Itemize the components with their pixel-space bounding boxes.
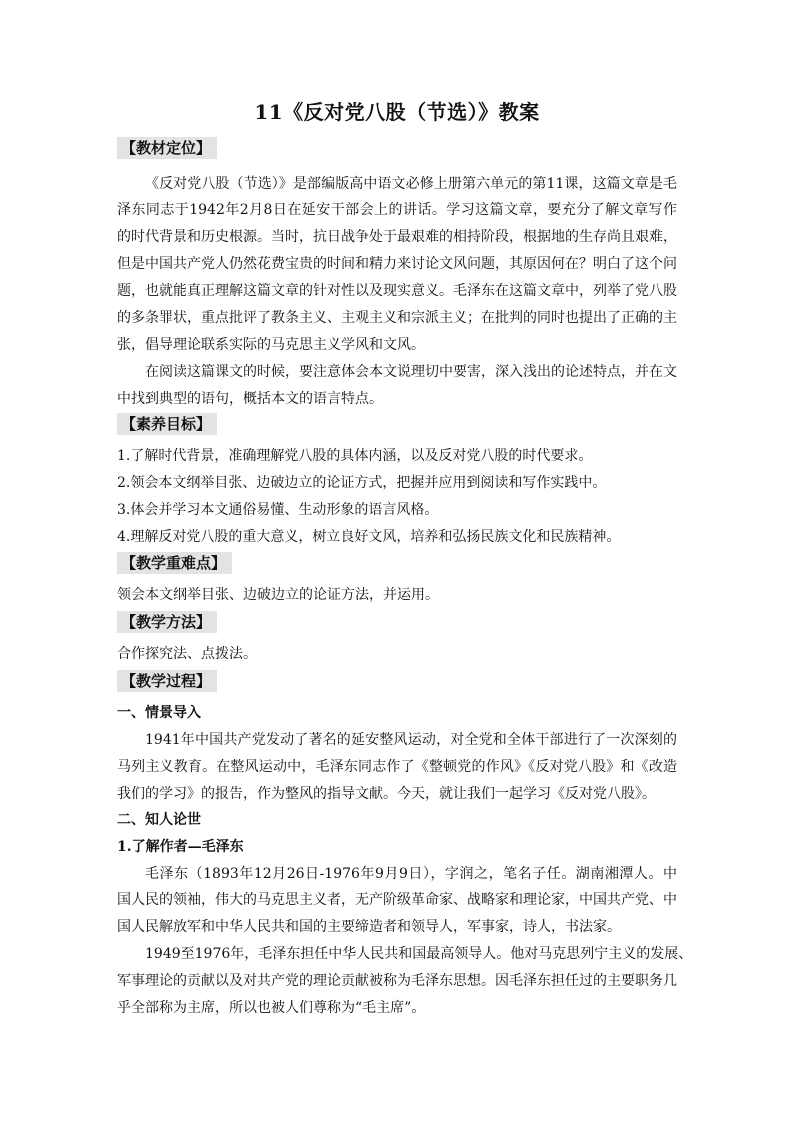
paragraph-line: 1941年中国共产党发动了著名的延安整风运动，对全党和全体干部进行了一次深刻的	[145, 732, 677, 748]
paragraph-line: 我们的学习》的报告，作为整风的指导文献。今天，就让我们一起学习《反对党八股》。	[117, 786, 656, 802]
paragraph-line: 1949至1976年，毛泽东担任中华人民共和国最高领导人。他对马克思列宁主义的发展、	[145, 946, 693, 962]
paragraph-line: 马列主义教育。在整风运动中，毛泽东同志作了《整顿党的作风》《反对党八股》和《改造	[117, 759, 677, 775]
section-heading-positioning: 【教材定位】	[117, 137, 217, 159]
page-title: 11《反对党八股（节选）》教案	[254, 100, 540, 124]
goal-item: 3.体会并学习本文通俗易懂、生动形象的语言风格。	[117, 502, 439, 518]
goal-item: 4.理解反对党八股的重大意义，树立良好文风，培养和弘扬民族文化和民族精神。	[117, 529, 621, 545]
goal-item: 1.了解时代背景，准确理解党八股的具体内涵，以及反对党八股的时代要求。	[117, 448, 593, 464]
subheading-background: 二、知人论世	[117, 812, 201, 828]
paragraph-line: 张，倡导理论联系实际的马克思主义学风和文风。	[117, 337, 425, 353]
paragraph-line: 毛泽东（1893年12月26日-1976年9月9日），字润之，笔名子任。湖南湘潭人。中	[145, 866, 677, 882]
section-heading-goals: 【素养目标】	[117, 413, 217, 435]
paragraph-line: 中找到典型的语句，概括本文的语言特点。	[117, 391, 383, 407]
subheading-intro: 一、情景导入	[117, 705, 201, 721]
paragraph-line: 题，也就能真正理解这篇文章的针对性以及现实意义。毛泽东在这篇文章中，列举了党八股	[117, 283, 677, 299]
paragraph-line: 泽东同志于1942年2月8日在延安干部会上的讲话。学习这篇文章，要充分了解文章写作	[117, 202, 677, 218]
section-heading-methods: 【教学方法】	[117, 611, 217, 633]
subheading-author: 1.了解作者—毛泽东	[117, 839, 244, 855]
section-heading-process: 【教学过程】	[117, 670, 217, 692]
methods-text: 合作探究法、点拨法。	[117, 646, 257, 662]
goal-item: 2.领会本文纲举目张、边破边立的论证方式，把握并应用到阅读和写作实践中。	[117, 475, 607, 491]
paragraph-line: 国人民的领袖，伟大的马克思主义者，无产阶级革命家、战略家和理论家，中国共产党、中	[117, 892, 677, 908]
paragraph-line: 但是中国共产党人仍然花费宝贵的时间和精力来讨论文风问题，其原因何在？明白了这个问	[117, 256, 677, 272]
paragraph-line: 乎全部称为主席，所以也被人们尊称为“毛主席”。	[117, 1000, 426, 1016]
paragraph-line: 军事理论的贡献以及对共产党的理论贡献被称为毛泽东思想。因毛泽东担任过的主要职务几	[117, 973, 677, 989]
paragraph-line: 的时代背景和历史根源。当时，抗日战争处于最艰难的相持阶段，根据地的生存尚且艰难，	[117, 229, 677, 245]
paragraph-line: 在阅读这篇课文的时候，要注意体会本文说理切中要害，深入浅出的论述特点，并在文	[145, 364, 677, 380]
key-points-text: 领会本文纲举目张、边破边立的论证方法，并运用。	[117, 587, 439, 603]
paragraph-line: 的多条罪状，重点批评了教条主义、主观主义和宗派主义；在批判的同时也提出了正确的主	[117, 310, 677, 326]
paragraph-line: 国人民解放军和中华人民共和国的主要缔造者和领导人，军事家，诗人，书法家。	[117, 919, 621, 935]
section-heading-key-points: 【教学重难点】	[117, 552, 232, 574]
paragraph-line: 《反对党八股（节选）》是部编版高中语文必修上册第六单元的第11课，这篇文章是毛	[145, 176, 677, 192]
